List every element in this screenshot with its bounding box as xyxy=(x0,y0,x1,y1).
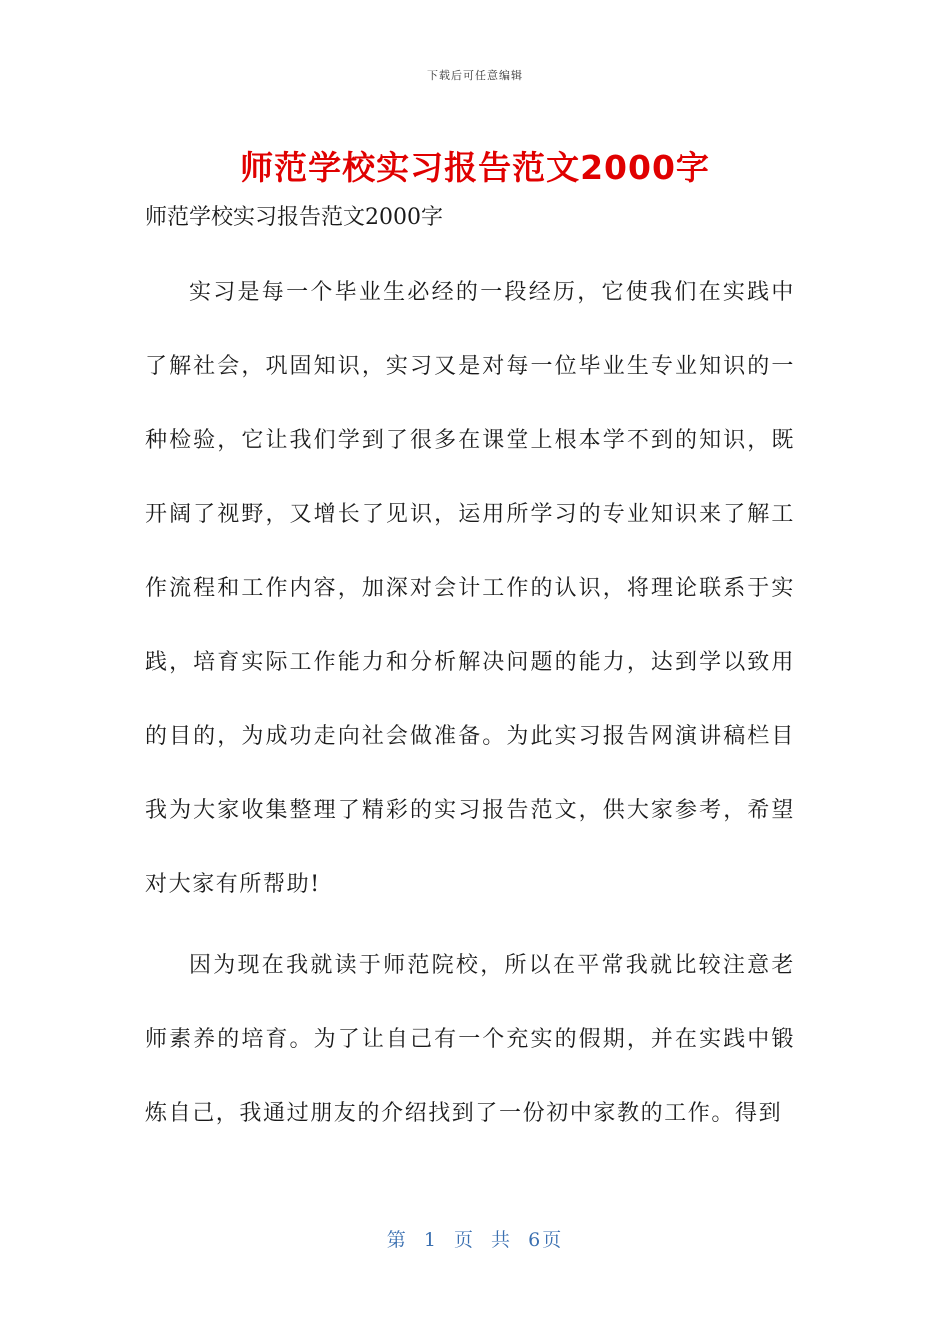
document-title: 师范学校实习报告范文2000字 xyxy=(240,148,710,187)
footer-total-label: 共 xyxy=(491,1229,513,1251)
page-footer xyxy=(0,1225,950,1252)
footer-page-label: 第 xyxy=(386,1229,408,1251)
footer-total-pages: 6页 xyxy=(528,1229,564,1251)
body-paragraph: 实习是每一个毕业生必经的一段经历，它使我们在实践中了解社会，巩固知识，实习又是对每一位毕业生专业知识的一种检验，它让我们学到了很多在课堂上根本学不到的知识，既开阔了视野，又增长了见识，运用所学习的专业知识来了解工作流程和工作内容，加深对会计工作的认识，将理论联系于实践，培育实际工作能力和分析解决问题的能力，达到学以致用的目的，为成功走向社会做准备。为此实习报告网演讲稿栏目我为大家收集整理了精彩的实习报告范文，供大家参考，希望对大家有所帮助! xyxy=(145,280,795,897)
body-paragraph: 因为现在我就读于师范院校，所以在平常我就比较注意老师素养的培育。为了让自己有一个充实的假期，并在实践中锻炼自己，我通过朋友的介绍找到了一份初中家教的工作。得到 xyxy=(145,953,795,1126)
footer-current-page: 1 xyxy=(423,1229,438,1251)
header-note: 下载后可任意编辑 xyxy=(427,69,523,82)
document-subtitle: 师范学校实习报告范文2000字 xyxy=(145,205,443,230)
footer-page-unit: 页 xyxy=(453,1229,475,1251)
